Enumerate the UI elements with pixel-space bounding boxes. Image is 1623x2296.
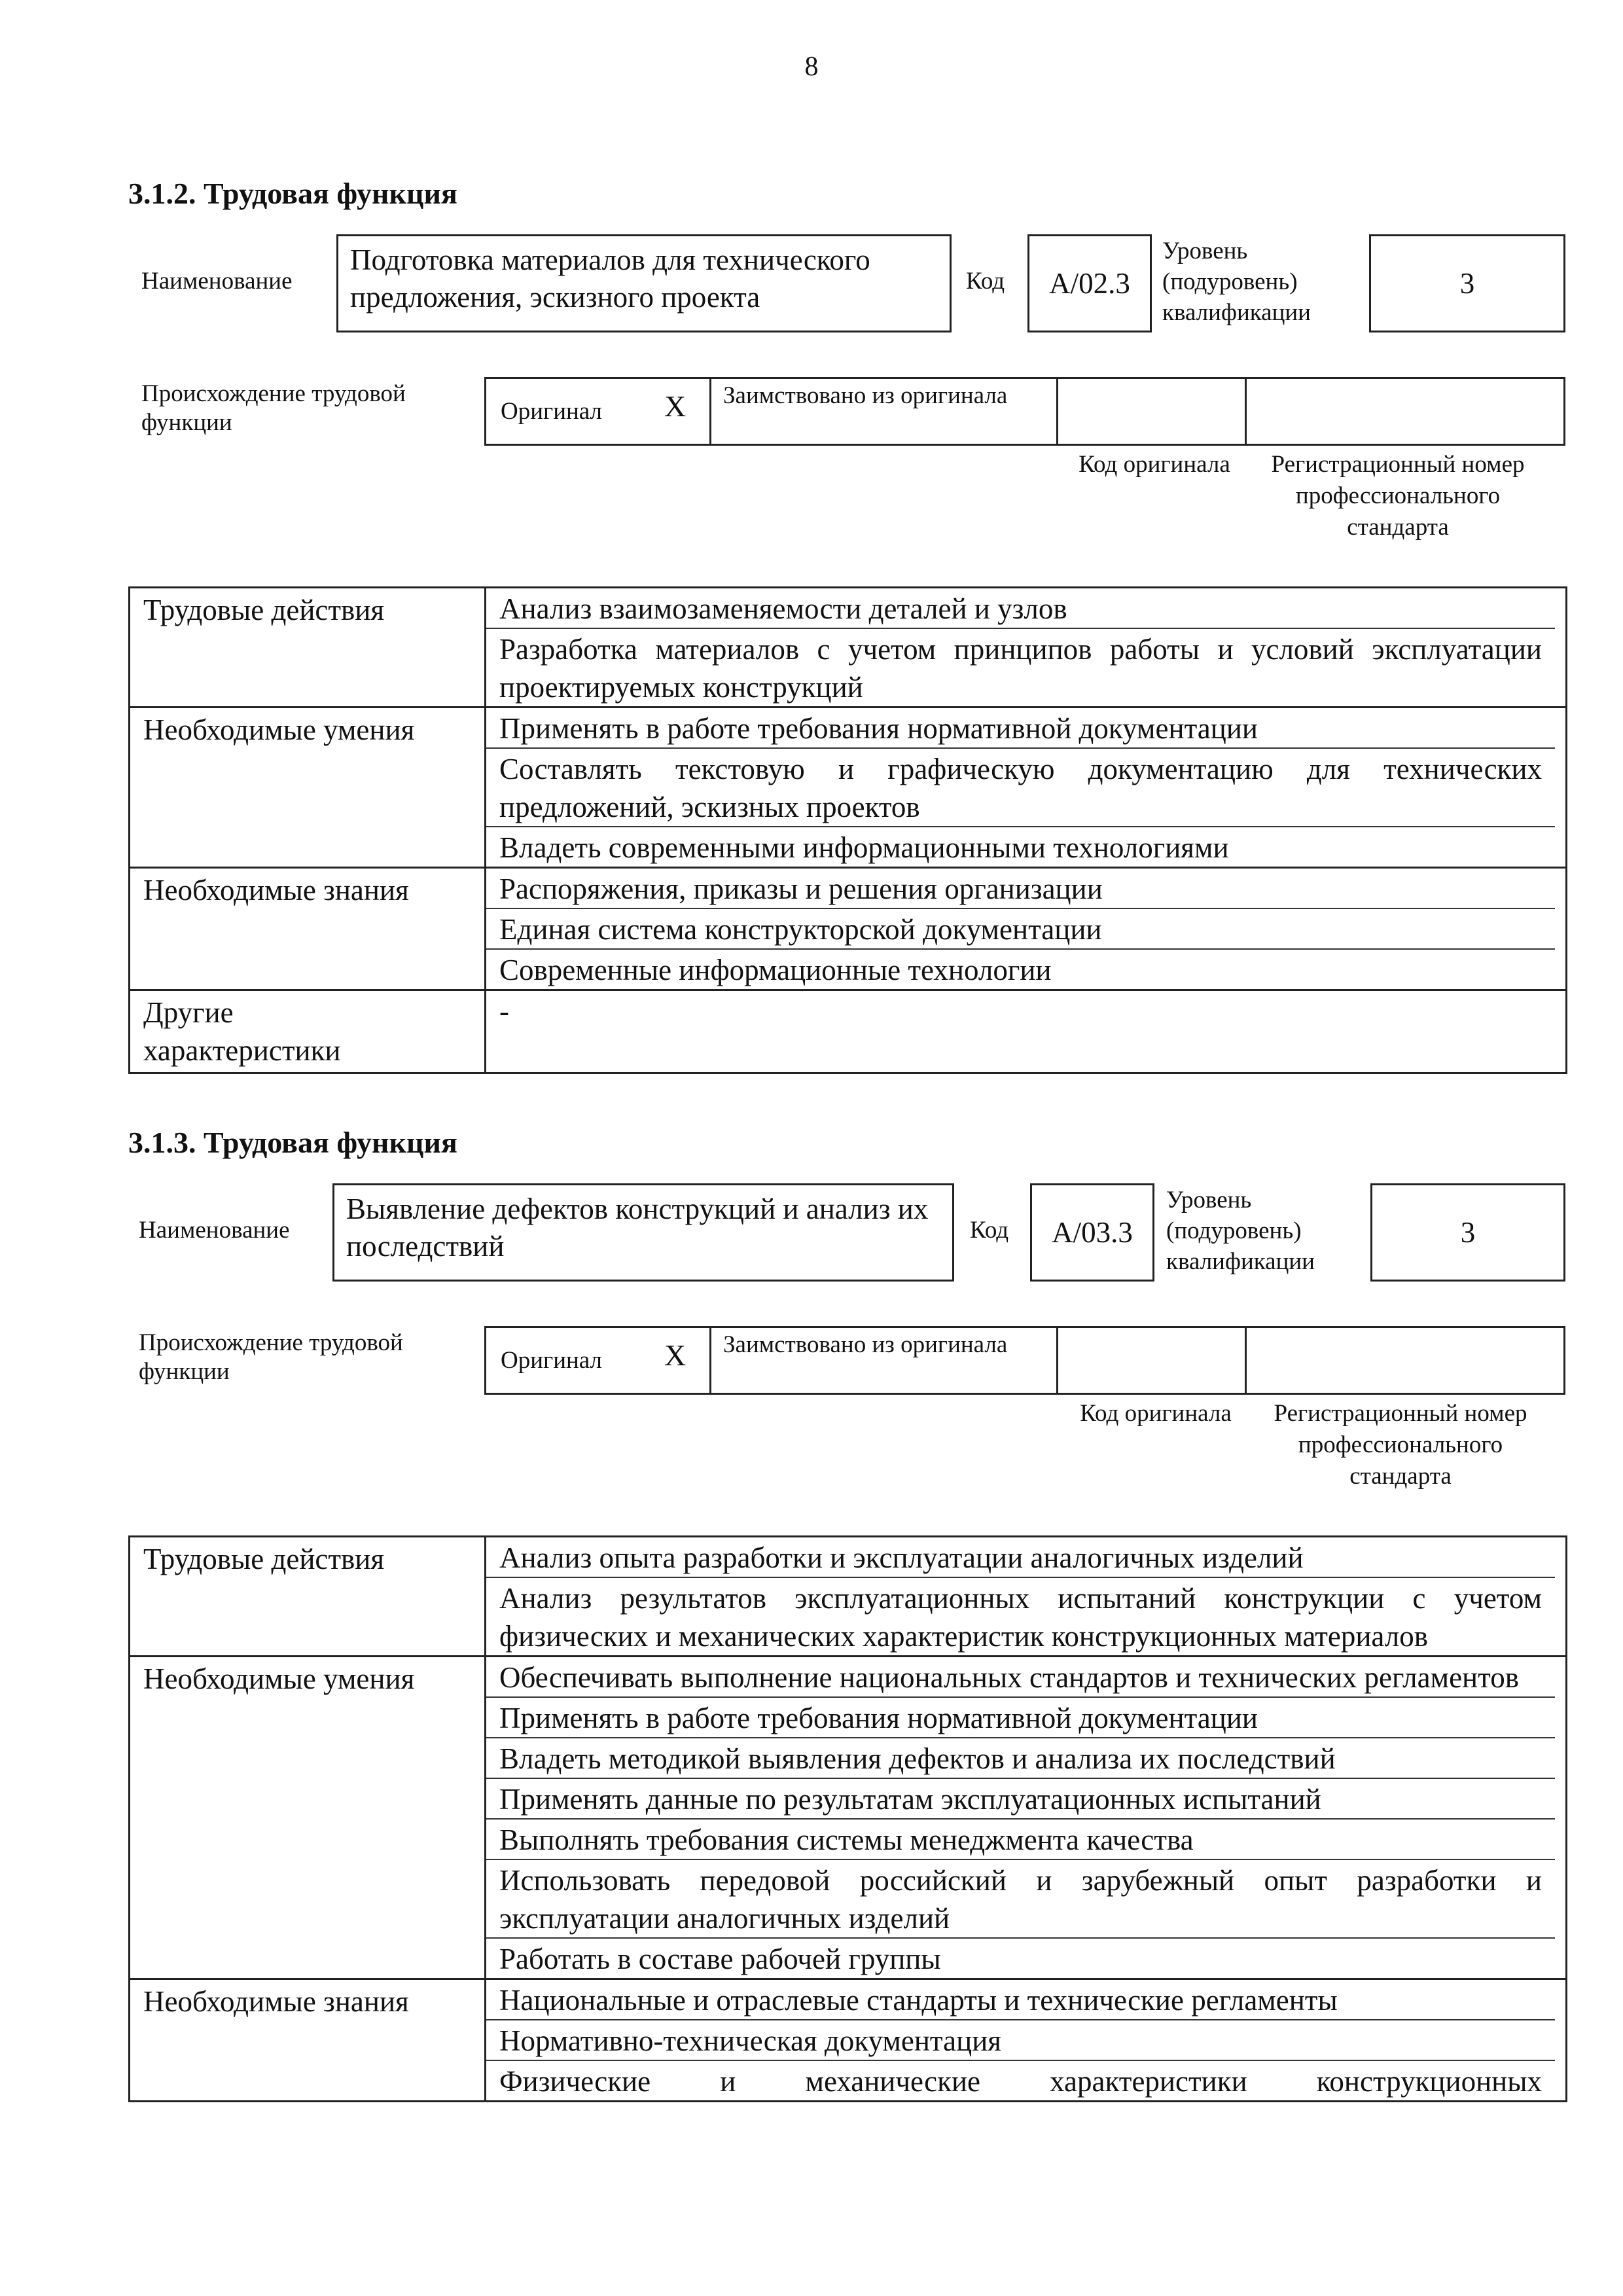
original-code-cell	[1058, 1328, 1247, 1393]
row-header-text: Другие характеристики	[143, 996, 341, 1067]
section-3-1-2	[128, 175, 1565, 1074]
row-header	[130, 990, 486, 1073]
section-title	[128, 175, 1565, 212]
list-item: Применять данные по результатам эксплуатационных испытаний	[486, 1779, 1555, 1820]
section-number: 3.1.3.	[128, 1126, 196, 1159]
row-items	[486, 990, 1567, 1073]
original-label: Оригинал	[501, 1347, 603, 1374]
reg-number-cell	[1247, 379, 1563, 444]
row-header: Необходимые умения	[130, 1657, 486, 1979]
list-item: Выполнять требования системы менеджмента качества	[486, 1820, 1555, 1860]
list-item: Разработка материалов с учетом принципов работы и условий эксплуатации проектируемых конструкций	[499, 633, 1542, 704]
row-items	[486, 1657, 1567, 1979]
list-item: Единая система конструкторской документации	[486, 909, 1555, 950]
reg-number-caption: Регистрационный номер профессионального стандарта	[1274, 1400, 1527, 1490]
function-name-box: Выявление дефектов конструкций и анализ их последствий	[332, 1183, 954, 1282]
origin-captions	[128, 1398, 1565, 1522]
code-box: А/03.3	[1030, 1183, 1154, 1282]
code-label: Код	[970, 1217, 1009, 1244]
function-table	[128, 586, 1567, 1074]
page-number: 8	[804, 52, 819, 82]
list-item: Обеспечивать выполнение национальных стандартов и технических регламентов	[486, 1657, 1555, 1698]
table-row	[130, 708, 1567, 868]
list-item: Использовать передовой российский и зарубежный опыт разработки и эксплуатации аналогичных изделий	[486, 1860, 1555, 1939]
row-header: Необходимые знания	[130, 1979, 486, 2102]
table-row	[130, 1979, 1567, 2102]
row-items	[486, 1979, 1567, 2102]
list-item: Распоряжения, приказы и решения организации	[486, 869, 1555, 909]
original-code-caption: Код оригинала	[1079, 451, 1230, 478]
section-title	[128, 1124, 1565, 1161]
table-row	[130, 1537, 1567, 1657]
row-items	[486, 588, 1567, 708]
original-label: Оригинал	[501, 398, 603, 425]
list-item: Владеть современными информационными технологиями	[499, 831, 1229, 864]
list-item: Национальные и отраслевые стандарты и технические регламенты	[486, 1980, 1555, 2020]
code-label: Код	[966, 268, 1005, 295]
section-number: 3.1.2.	[128, 177, 196, 210]
origin-row	[128, 377, 1565, 449]
list-item: Составлять текстовую и графическую документацию для технических предложений, эскизных проектов	[486, 749, 1555, 827]
table-row	[130, 1657, 1567, 1979]
table-row	[130, 588, 1567, 708]
list-item: Применять в работе требования нормативной документации	[486, 1698, 1555, 1738]
row-header: Трудовые действия	[130, 588, 486, 708]
origin-table	[484, 377, 1565, 446]
row-items	[486, 868, 1567, 990]
level-label: Уровень (подуровень) квалификации	[1162, 238, 1311, 326]
row-header: Трудовые действия	[130, 1537, 486, 1657]
original-cell	[486, 1328, 711, 1393]
list-item: Анализ опыта разработки и эксплуатации аналогичных изделий	[486, 1537, 1555, 1578]
table-row	[130, 868, 1567, 990]
list-item: Современные информационные технологии	[499, 954, 1052, 986]
reg-number-caption: Регистрационный номер профессионального стандарта	[1271, 451, 1525, 541]
section-title-text: Трудовая функция	[204, 177, 457, 210]
row-items	[486, 708, 1567, 868]
list-item: Работать в составе рабочей группы	[499, 1943, 941, 1975]
name-row	[128, 234, 1565, 335]
row-items	[486, 1537, 1567, 1657]
level-box: 3	[1370, 1183, 1565, 1282]
name-label: Наименование	[139, 1217, 290, 1244]
list-item: Применять в работе требования нормативной документации	[486, 708, 1555, 749]
row-header: Необходимые знания	[130, 868, 486, 990]
list-item: Владеть методикой выявления дефектов и анализа их последствий	[486, 1738, 1555, 1779]
name-row	[128, 1183, 1565, 1284]
list-item: -	[499, 995, 509, 1028]
list-item: Анализ взаимозаменяемости деталей и узлов	[486, 588, 1555, 629]
origin-label: Происхождение трудовой функции	[141, 380, 406, 436]
list-item: Физические и механические характеристики конструкционных	[499, 2065, 1542, 2098]
list-item: Нормативно-техническая документация	[486, 2020, 1555, 2061]
origin-table	[484, 1326, 1565, 1395]
original-mark: X	[664, 1338, 687, 1372]
function-name-box: Подготовка материалов для технического предложения, эскизного проекта	[336, 234, 952, 332]
function-table	[128, 1535, 1567, 2102]
list-item: Анализ результатов эксплуатационных испытаний конструкции с учетом физических и механических характеристик конструкционных материалов	[499, 1582, 1542, 1653]
code-box: А/02.3	[1027, 234, 1152, 332]
original-cell	[486, 379, 711, 444]
original-code-caption: Код оригинала	[1080, 1400, 1232, 1427]
level-label: Уровень (подуровень) квалификации	[1166, 1187, 1315, 1275]
level-box: 3	[1369, 234, 1565, 332]
row-header: Необходимые умения	[130, 708, 486, 868]
borrowed-cell: Заимствовано из оригинала	[711, 379, 1058, 444]
origin-row	[128, 1326, 1565, 1398]
reg-number-cell	[1247, 1328, 1563, 1393]
name-label: Наименование	[141, 268, 293, 295]
origin-captions	[128, 449, 1565, 573]
section-3-1-3	[128, 1124, 1565, 2102]
original-code-cell	[1058, 379, 1247, 444]
table-row	[130, 990, 1567, 1073]
section-title-text: Трудовая функция	[204, 1126, 457, 1159]
borrowed-cell: Заимствовано из оригинала	[711, 1328, 1058, 1393]
origin-label: Происхождение трудовой функции	[139, 1329, 403, 1385]
original-mark: X	[664, 389, 687, 423]
